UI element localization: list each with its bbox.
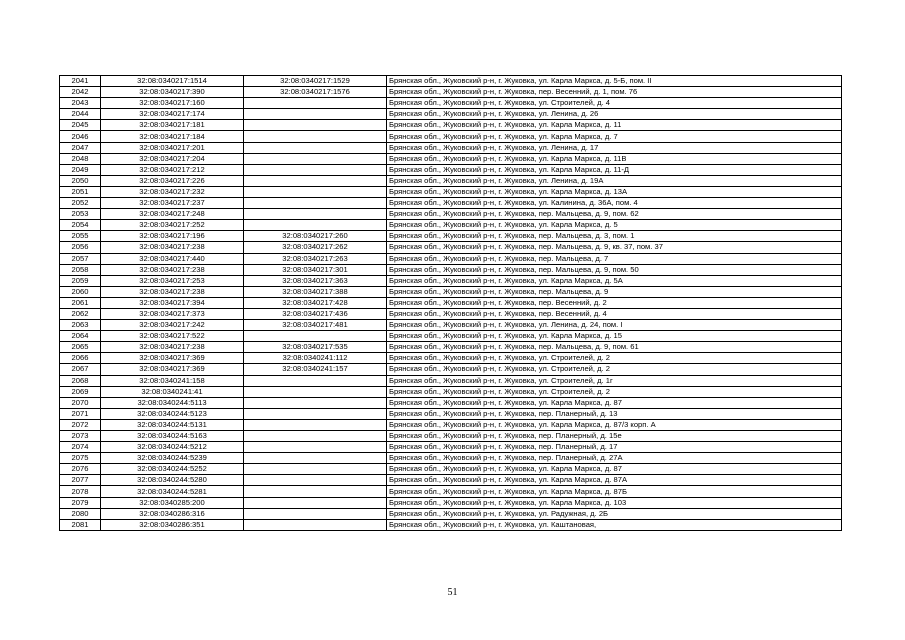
related-cadastral-number-cell: 32:08:0340217:263 [244, 253, 387, 264]
related-cadastral-number-cell [244, 153, 387, 164]
cadastral-number-cell: 32:08:0340286:316 [101, 508, 244, 519]
row-number-cell: 2058 [60, 264, 101, 275]
row-number-cell: 2078 [60, 486, 101, 497]
related-cadastral-number-cell [244, 209, 387, 220]
cadastral-number-cell: 32:08:0340244:5123 [101, 408, 244, 419]
table-row [60, 87, 842, 98]
address-cell: Брянская обл., Жуковский р-н, г. Жуковка, ул. Карла Маркса, д. 87 [387, 464, 842, 475]
address-cell: Брянская обл., Жуковский р-н, г. Жуковка, пер. Мальцева, д. 3, пом. 1 [387, 231, 842, 242]
table-row [60, 120, 842, 131]
table-row [60, 275, 842, 286]
cadastral-number-cell: 32:08:0340217:369 [101, 364, 244, 375]
cadastral-number-cell: 32:08:0340217:390 [101, 87, 244, 98]
related-cadastral-number-cell: 32:08:0340241:157 [244, 364, 387, 375]
cadastral-number-cell: 32:08:0340217:369 [101, 353, 244, 364]
related-cadastral-number-cell: 32:08:0340217:301 [244, 264, 387, 275]
cadastral-number-cell: 32:08:0340241:41 [101, 386, 244, 397]
row-number-cell: 2051 [60, 186, 101, 197]
address-cell: Брянская обл., Жуковский р-н, г. Жуковка, ул. Каштановая, [387, 519, 842, 530]
address-cell: Брянская обл., Жуковский р-н, г. Жуковка, пер. Весенний, д. 2 [387, 297, 842, 308]
table-row [60, 308, 842, 319]
table-row [60, 286, 842, 297]
cadastral-number-cell: 32:08:0340217:196 [101, 231, 244, 242]
related-cadastral-number-cell [244, 220, 387, 231]
address-cell: Брянская обл., Жуковский р-н, г. Жуковка, пер. Мальцева, д. 9, кв. 37, пом. 37 [387, 242, 842, 253]
row-number-cell: 2063 [60, 320, 101, 331]
row-number-cell: 2054 [60, 220, 101, 231]
row-number-cell: 2059 [60, 275, 101, 286]
related-cadastral-number-cell: 32:08:0340217:1529 [244, 76, 387, 87]
address-cell: Брянская обл., Жуковский р-н, г. Жуковка, ул. Карла Маркса, д. 5 [387, 220, 842, 231]
cadastral-number-cell: 32:08:0340217:181 [101, 120, 244, 131]
row-number-cell: 2043 [60, 98, 101, 109]
row-number-cell: 2069 [60, 386, 101, 397]
table-row [60, 164, 842, 175]
address-cell: Брянская обл., Жуковский р-н, г. Жуковка, ул. Карла Маркса, д. 5А [387, 275, 842, 286]
related-cadastral-number-cell [244, 397, 387, 408]
table-row [60, 442, 842, 453]
cadastral-table [59, 75, 842, 531]
related-cadastral-number-cell: 32:08:0340217:481 [244, 320, 387, 331]
row-number-cell: 2066 [60, 353, 101, 364]
cadastral-number-cell: 32:08:0340244:5113 [101, 397, 244, 408]
related-cadastral-number-cell [244, 497, 387, 508]
row-number-cell: 2046 [60, 131, 101, 142]
address-cell: Брянская обл., Жуковский р-н, г. Жуковка, пер. Планерный, д. 17 [387, 442, 842, 453]
cadastral-number-cell: 32:08:0340217:174 [101, 109, 244, 120]
cadastral-number-cell: 32:08:0340217:238 [101, 242, 244, 253]
table-row [60, 331, 842, 342]
table-row [60, 508, 842, 519]
table-row [60, 475, 842, 486]
related-cadastral-number-cell: 32:08:0340217:436 [244, 308, 387, 319]
cadastral-number-cell: 32:08:0340244:5239 [101, 453, 244, 464]
address-cell: Брянская обл., Жуковский р-н, г. Жуковка, ул. Карла Маркса, д. 11 [387, 120, 842, 131]
address-cell: Брянская обл., Жуковский р-н, г. Жуковка, пер. Мальцева, д. 9, пом. 62 [387, 209, 842, 220]
row-number-cell: 2064 [60, 331, 101, 342]
row-number-cell: 2048 [60, 153, 101, 164]
cadastral-number-cell: 32:08:0340244:5163 [101, 431, 244, 442]
related-cadastral-number-cell [244, 331, 387, 342]
related-cadastral-number-cell [244, 98, 387, 109]
row-number-cell: 2044 [60, 109, 101, 120]
related-cadastral-number-cell [244, 453, 387, 464]
table-row [60, 342, 842, 353]
cadastral-number-cell: 32:08:0340217:204 [101, 153, 244, 164]
table-row [60, 264, 842, 275]
row-number-cell: 2060 [60, 286, 101, 297]
related-cadastral-number-cell: 32:08:0340217:363 [244, 275, 387, 286]
table-row [60, 142, 842, 153]
table-row [60, 519, 842, 530]
related-cadastral-number-cell [244, 431, 387, 442]
row-number-cell: 2045 [60, 120, 101, 131]
address-cell: Брянская обл., Жуковский р-н, г. Жуковка, ул. Ленина, д. 17 [387, 142, 842, 153]
address-cell: Брянская обл., Жуковский р-н, г. Жуковка, ул. Строителей, д. 1г [387, 375, 842, 386]
cadastral-number-cell: 32:08:0340285:200 [101, 497, 244, 508]
row-number-cell: 2074 [60, 442, 101, 453]
row-number-cell: 2047 [60, 142, 101, 153]
table-row [60, 453, 842, 464]
cadastral-number-cell: 32:08:0340217:160 [101, 98, 244, 109]
address-cell: Брянская обл., Жуковский р-н, г. Жуковка, ул. Строителей, д. 2 [387, 364, 842, 375]
related-cadastral-number-cell [244, 475, 387, 486]
row-number-cell: 2076 [60, 464, 101, 475]
table-row [60, 497, 842, 508]
table-row [60, 464, 842, 475]
address-cell: Брянская обл., Жуковский р-н, г. Жуковка, ул. Карла Маркса, д. 15 [387, 331, 842, 342]
address-cell: Брянская обл., Жуковский р-н, г. Жуковка, ул. Карла Маркса, д. 87 [387, 397, 842, 408]
address-cell: Брянская обл., Жуковский р-н, г. Жуковка, ул. Карла Маркса, д. 5-Б, пом. II [387, 76, 842, 87]
related-cadastral-number-cell [244, 175, 387, 186]
row-number-cell: 2070 [60, 397, 101, 408]
cadastral-number-cell: 32:08:0340217:238 [101, 286, 244, 297]
cadastral-number-cell: 32:08:0340244:5252 [101, 464, 244, 475]
table-row [60, 198, 842, 209]
address-cell: Брянская обл., Жуковский р-н, г. Жуковка, пер. Весенний, д. 1, пом. 76 [387, 87, 842, 98]
row-number-cell: 2062 [60, 308, 101, 319]
related-cadastral-number-cell: 32:08:0340217:535 [244, 342, 387, 353]
table-row [60, 353, 842, 364]
row-number-cell: 2080 [60, 508, 101, 519]
cadastral-number-cell: 32:08:0340217:1514 [101, 76, 244, 87]
table-row [60, 408, 842, 419]
related-cadastral-number-cell [244, 508, 387, 519]
address-cell: Брянская обл., Жуковский р-н, г. Жуковка, пер. Планерный, д. 15е [387, 431, 842, 442]
table-row [60, 397, 842, 408]
cadastral-number-cell: 32:08:0340217:394 [101, 297, 244, 308]
address-cell: Брянская обл., Жуковский р-н, г. Жуковка, ул. Строителей, д. 2 [387, 353, 842, 364]
address-cell: Брянская обл., Жуковский р-н, г. Жуковка, ул. Строителей, д. 4 [387, 98, 842, 109]
cadastral-number-cell: 32:08:0340217:184 [101, 131, 244, 142]
row-number-cell: 2056 [60, 242, 101, 253]
table-row [60, 98, 842, 109]
address-cell: Брянская обл., Жуковский р-н, г. Жуковка, ул. Карла Маркса, д. 13А [387, 186, 842, 197]
row-number-cell: 2055 [60, 231, 101, 242]
row-number-cell: 2073 [60, 431, 101, 442]
row-number-cell: 2041 [60, 76, 101, 87]
related-cadastral-number-cell [244, 408, 387, 419]
cadastral-number-cell: 32:08:0340217:201 [101, 142, 244, 153]
related-cadastral-number-cell [244, 464, 387, 475]
table-row [60, 153, 842, 164]
cadastral-number-cell: 32:08:0340217:237 [101, 198, 244, 209]
address-cell: Брянская обл., Жуковский р-н, г. Жуковка, ул. Карла Маркса, д. 11В [387, 153, 842, 164]
related-cadastral-number-cell [244, 109, 387, 120]
table-row [60, 231, 842, 242]
row-number-cell: 2065 [60, 342, 101, 353]
row-number-cell: 2081 [60, 519, 101, 530]
row-number-cell: 2067 [60, 364, 101, 375]
cadastral-number-cell: 32:08:0340217:242 [101, 320, 244, 331]
table-row [60, 486, 842, 497]
related-cadastral-number-cell [244, 142, 387, 153]
cadastral-number-cell: 32:08:0340217:373 [101, 308, 244, 319]
related-cadastral-number-cell [244, 486, 387, 497]
address-cell: Брянская обл., Жуковский р-н, г. Жуковка, пер. Планерный, д. 27А [387, 453, 842, 464]
table-row [60, 209, 842, 220]
table-row [60, 109, 842, 120]
related-cadastral-number-cell [244, 131, 387, 142]
row-number-cell: 2057 [60, 253, 101, 264]
table-row [60, 253, 842, 264]
address-cell: Брянская обл., Жуковский р-н, г. Жуковка, ул. Строителей, д. 2 [387, 386, 842, 397]
related-cadastral-number-cell: 32:08:0340217:262 [244, 242, 387, 253]
table-row [60, 131, 842, 142]
table-row [60, 186, 842, 197]
table-row [60, 220, 842, 231]
table-row [60, 76, 842, 87]
cadastral-number-cell: 32:08:0340217:226 [101, 175, 244, 186]
row-number-cell: 2075 [60, 453, 101, 464]
related-cadastral-number-cell [244, 375, 387, 386]
row-number-cell: 2079 [60, 497, 101, 508]
address-cell: Брянская обл., Жуковский р-н, г. Жуковка, ул. Радужная, д. 2Б [387, 508, 842, 519]
related-cadastral-number-cell: 32:08:0340217:388 [244, 286, 387, 297]
related-cadastral-number-cell [244, 419, 387, 430]
cadastral-number-cell: 32:08:0340217:232 [101, 186, 244, 197]
row-number-cell: 2053 [60, 209, 101, 220]
related-cadastral-number-cell: 32:08:0340217:260 [244, 231, 387, 242]
address-cell: Брянская обл., Жуковский р-н, г. Жуковка, пер. Мальцева, д. 9 [387, 286, 842, 297]
address-cell: Брянская обл., Жуковский р-н, г. Жуковка, пер. Весенний, д. 4 [387, 308, 842, 319]
address-cell: Брянская обл., Жуковский р-н, г. Жуковка, ул. Карла Маркса, д. 11-Д [387, 164, 842, 175]
address-cell: Брянская обл., Жуковский р-н, г. Жуковка, пер. Планерный, д. 13 [387, 408, 842, 419]
cadastral-number-cell: 32:08:0340244:5280 [101, 475, 244, 486]
address-cell: Брянская обл., Жуковский р-н, г. Жуковка, ул. Карла Маркса, д. 103 [387, 497, 842, 508]
row-number-cell: 2049 [60, 164, 101, 175]
cadastral-number-cell: 32:08:0340217:212 [101, 164, 244, 175]
row-number-cell: 2071 [60, 408, 101, 419]
table-row [60, 175, 842, 186]
address-cell: Брянская обл., Жуковский р-н, г. Жуковка, пер. Мальцева, д. 7 [387, 253, 842, 264]
table-row [60, 386, 842, 397]
address-cell: Брянская обл., Жуковский р-н, г. Жуковка, ул. Карла Маркса, д. 87Б [387, 486, 842, 497]
row-number-cell: 2052 [60, 198, 101, 209]
row-number-cell: 2077 [60, 475, 101, 486]
related-cadastral-number-cell: 32:08:0340241:112 [244, 353, 387, 364]
cadastral-number-cell: 32:08:0340244:5281 [101, 486, 244, 497]
table-body [60, 76, 842, 531]
cadastral-number-cell: 32:08:0340244:5131 [101, 419, 244, 430]
row-number-cell: 2068 [60, 375, 101, 386]
related-cadastral-number-cell [244, 386, 387, 397]
related-cadastral-number-cell: 32:08:0340217:428 [244, 297, 387, 308]
table-row [60, 375, 842, 386]
page-number: 51 [447, 587, 458, 598]
related-cadastral-number-cell [244, 186, 387, 197]
related-cadastral-number-cell [244, 442, 387, 453]
address-cell: Брянская обл., Жуковский р-н, г. Жуковка, пер. Мальцева, д. 9, пом. 61 [387, 342, 842, 353]
table-row [60, 419, 842, 430]
row-number-cell: 2072 [60, 419, 101, 430]
cadastral-number-cell: 32:08:0340217:253 [101, 275, 244, 286]
table-row [60, 297, 842, 308]
address-cell: Брянская обл., Жуковский р-н, г. Жуковка, пер. Мальцева, д. 9, пом. 50 [387, 264, 842, 275]
cadastral-number-cell: 32:08:0340217:238 [101, 342, 244, 353]
related-cadastral-number-cell: 32:08:0340217:1576 [244, 87, 387, 98]
table-row [60, 242, 842, 253]
address-cell: Брянская обл., Жуковский р-н, г. Жуковка, ул. Карла Маркса, д. 7 [387, 131, 842, 142]
address-cell: Брянская обл., Жуковский р-н, г. Жуковка, ул. Ленина, д. 26 [387, 109, 842, 120]
cadastral-number-cell: 32:08:0340217:238 [101, 264, 244, 275]
related-cadastral-number-cell [244, 164, 387, 175]
address-cell: Брянская обл., Жуковский р-н, г. Жуковка, ул. Ленина, д. 24, пом. I [387, 320, 842, 331]
cadastral-number-cell: 32:08:0340217:522 [101, 331, 244, 342]
related-cadastral-number-cell [244, 519, 387, 530]
cadastral-number-cell: 32:08:0340244:5212 [101, 442, 244, 453]
table-row [60, 431, 842, 442]
cadastral-number-cell: 32:08:0340217:440 [101, 253, 244, 264]
table-row [60, 364, 842, 375]
row-number-cell: 2050 [60, 175, 101, 186]
address-cell: Брянская обл., Жуковский р-н, г. Жуковка, ул. Ленина, д. 19А [387, 175, 842, 186]
related-cadastral-number-cell [244, 198, 387, 209]
cadastral-number-cell: 32:08:0340241:158 [101, 375, 244, 386]
row-number-cell: 2061 [60, 297, 101, 308]
address-cell: Брянская обл., Жуковский р-н, г. Жуковка, ул. Калинина, д. 36А, пом. 4 [387, 198, 842, 209]
row-number-cell: 2042 [60, 87, 101, 98]
address-cell: Брянская обл., Жуковский р-н, г. Жуковка, ул. Карла Маркса, д. 87А [387, 475, 842, 486]
related-cadastral-number-cell [244, 120, 387, 131]
cadastral-number-cell: 32:08:0340217:248 [101, 209, 244, 220]
address-cell: Брянская обл., Жуковский р-н, г. Жуковка, ул. Карла Маркса, д. 87/3 корп. А [387, 419, 842, 430]
cadastral-number-cell: 32:08:0340217:252 [101, 220, 244, 231]
cadastral-number-cell: 32:08:0340286:351 [101, 519, 244, 530]
table-row [60, 320, 842, 331]
